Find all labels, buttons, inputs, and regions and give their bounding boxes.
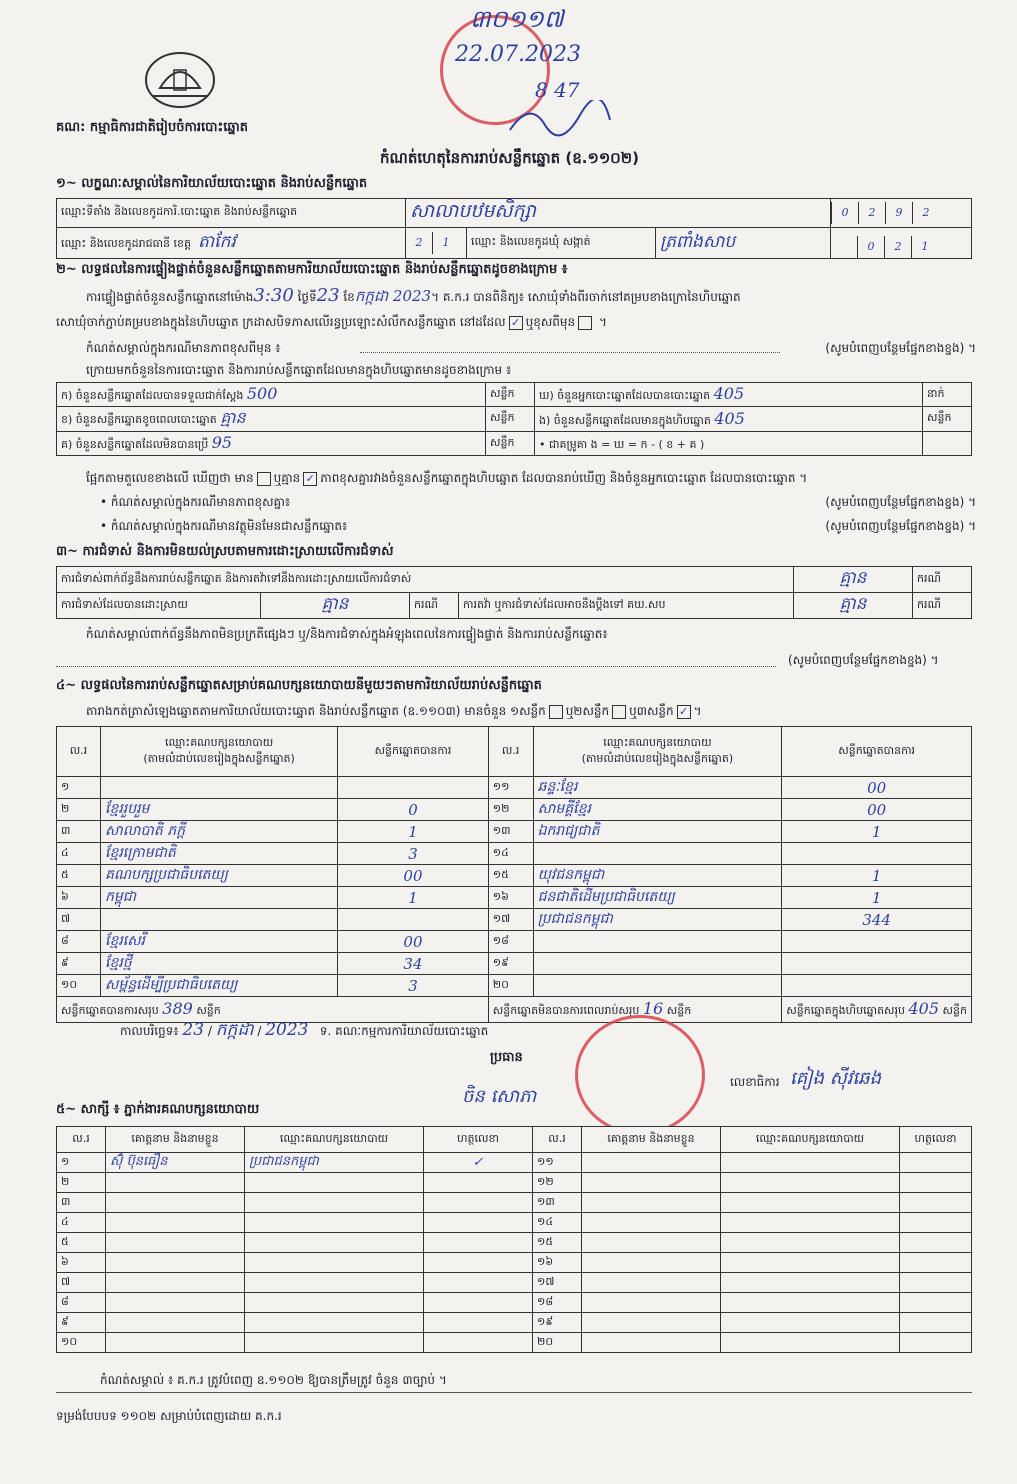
appeal-value: គ្មាន xyxy=(794,593,913,619)
witness-no-right: ១៤ xyxy=(533,1213,582,1233)
party-no: ១ xyxy=(57,777,101,799)
party-no-right: ១៥ xyxy=(488,865,533,887)
location-label: ឈ្មោះទីតាំង និងលេខកូដការិ.បោះឆ្នោត និងរាប់សន្លឹកឆ្នោត xyxy=(57,199,406,228)
party-no: ៤ xyxy=(57,843,101,865)
party-no: ១០ xyxy=(57,975,101,997)
signature-date-line: កាលបរិច្ឆេទ៖ 23 / កក្កដា / 2023 ទ. គណៈកម្មការការិយាល័យបោះឆ្នោត xyxy=(120,1020,489,1040)
chair-label: ប្រធាន xyxy=(490,1050,523,1065)
count-left: គ) ចំនួនសន្លឹកឆ្នោតដែលមិនបានប្រើ 95 xyxy=(57,432,486,456)
witness-party xyxy=(245,1313,424,1333)
party-name-right xyxy=(533,843,782,865)
party-name xyxy=(101,909,338,931)
witness-party-right xyxy=(721,1273,900,1293)
witness-no: ៥ xyxy=(57,1233,106,1253)
party-no: ៧ xyxy=(57,909,101,931)
stamp-time: 8 47 xyxy=(535,78,580,102)
w-col-no: ល.រ xyxy=(57,1127,106,1153)
stamp-signature xyxy=(505,100,615,144)
bullet-difference: • កំណត់សម្គាល់ក្នុងករណីមានភាពខុសគ្នា៖ (សូមបំពេញបន្ថែមផ្នែកខាងខ្នង) ។ xyxy=(100,495,976,509)
witness-name-right xyxy=(582,1333,721,1353)
verification-line2: សោឃុំចាក់ភ្ជាប់គម្របខាងក្នុងនៃហិបឆ្នោត ក្រដាសបិទភាសលើរន្ធប្រឡោះសំលឹកសន្លឹកឆ្នោត នៅដដែល ✓ ឬខុសពីមុន ។ xyxy=(56,315,607,329)
ballot-count-row xyxy=(57,432,972,456)
count-left-unit: សន្លឹក xyxy=(486,432,535,456)
party-votes-right: 1 xyxy=(782,821,972,843)
party-no-right: ១២ xyxy=(488,799,533,821)
party-votes: 1 xyxy=(338,887,489,909)
document-title: កំណត់ហេតុនៃការរាប់សន្លឹកឆ្នោត (ឧ.១១០២) xyxy=(380,149,640,167)
party-row xyxy=(57,821,972,843)
witness-row xyxy=(57,1293,972,1313)
party-no-right: ១៦ xyxy=(488,887,533,909)
party-no-right: ១៨ xyxy=(488,931,533,953)
witness-no-right: ១១ xyxy=(533,1153,582,1173)
party-votes-right: 1 xyxy=(782,887,972,909)
witness-no-right: ១៣ xyxy=(533,1193,582,1213)
count-right-unit xyxy=(923,432,972,456)
party-name xyxy=(101,777,338,799)
party-votes: 0 xyxy=(338,799,489,821)
witness-row xyxy=(57,1333,972,1353)
count-right: ង) ចំនួនសន្លឹកឆ្នោតដែលមានក្នុងហិបឆ្នោត 405 xyxy=(535,407,923,432)
form-footer: ទម្រង់បែបបទ ១១០២ សម្រាប់បំពេញដោយ គ.ក.រ xyxy=(56,1409,282,1423)
witness-party-right xyxy=(721,1333,900,1353)
witness-row xyxy=(57,1193,972,1213)
witness-no-right: ១៨ xyxy=(533,1293,582,1313)
party-row xyxy=(57,931,972,953)
party-votes: 34 xyxy=(338,953,489,975)
witness-signature-right xyxy=(900,1193,972,1213)
witness-no: ១ xyxy=(57,1153,106,1173)
witness-party xyxy=(245,1293,424,1313)
same-checkbox[interactable]: ✓ xyxy=(509,316,523,330)
party-name: ខ្មែរសេរី xyxy=(101,931,338,953)
party-name-right: ឯករាជ្យជាតិ xyxy=(533,821,782,843)
witness-signature: ✓ xyxy=(424,1153,533,1173)
party-no: ៣ xyxy=(57,821,101,843)
w-col-sign-right: ហត្ថលេខា xyxy=(900,1127,972,1153)
count-right: • ជាគម្រូគា ង = ឃ = ក - ( ខ + គ ) xyxy=(535,432,923,456)
section2-heading: ២~ លទ្ធផលនៃការផ្ទៀងផ្ទាត់ចំនួនសន្លឹកឆ្នោតតាមការិយាល័យបោះឆ្នោត និងរាប់សន្លឹកឆ្នោតដូចខាងក្រោម ៖ xyxy=(56,262,568,277)
witness-name-right xyxy=(582,1233,721,1253)
witness-signature-right xyxy=(900,1333,972,1353)
party-votes: 00 xyxy=(338,865,489,887)
party-no-right: ១៤ xyxy=(488,843,533,865)
commune-value: ត្រពាំងសាប xyxy=(656,228,831,259)
section1-heading: ១~ លក្ខណៈសម្គាល់នៃការិយាល័យបោះឆ្នោត និងរាប់សន្លឹកឆ្នោត xyxy=(56,176,368,191)
three-sheet-checkbox[interactable]: ✓ xyxy=(677,705,691,719)
witness-no: ៣ xyxy=(57,1193,106,1213)
section4-heading: ៤~ លទ្ធផលនៃការរាប់សន្លឹកឆ្នោតសម្រាប់គណបក្សនយោបាយនីមួយៗតាមការិយាល័យរាប់សន្លឹកឆ្នោត xyxy=(56,678,542,693)
party-votes-right xyxy=(782,843,972,865)
witness-name xyxy=(106,1213,245,1233)
party-row xyxy=(57,975,972,997)
party-votes: 00 xyxy=(338,931,489,953)
different-checkbox[interactable] xyxy=(578,316,592,330)
col-votes: សន្លឹកឆ្នោតបានការ xyxy=(338,727,489,777)
party-name: សម្ព័ន្ធដើម្បីប្រជាធិបតេយ្យ xyxy=(101,975,338,997)
witness-party xyxy=(245,1213,424,1233)
witness-party-right xyxy=(721,1213,900,1233)
witness-signature-right xyxy=(900,1313,972,1333)
witness-signature xyxy=(424,1253,533,1273)
w-col-name-right: គោត្តនាម និងនាមខ្លួន xyxy=(582,1127,721,1153)
party-row xyxy=(57,865,972,887)
witness-no-right: ១២ xyxy=(533,1173,582,1193)
witness-no-right: ១៩ xyxy=(533,1313,582,1333)
party-votes: 3 xyxy=(338,975,489,997)
witness-name xyxy=(106,1273,245,1293)
witness-name xyxy=(106,1193,245,1213)
witness-name-right xyxy=(582,1173,721,1193)
office-stamp-bottom xyxy=(575,1015,705,1135)
witness-signature xyxy=(424,1333,533,1353)
witness-signature xyxy=(424,1313,533,1333)
one-sheet-checkbox[interactable] xyxy=(549,705,563,719)
witness-name-right xyxy=(582,1213,721,1233)
w-col-sign: ហត្ថលេខា xyxy=(424,1127,533,1153)
count-left-unit: សន្លឹក xyxy=(486,383,535,407)
objection-table xyxy=(56,566,972,619)
witness-name-right xyxy=(582,1253,721,1273)
party-name-right: ជនជាតិដើមប្រជាធិបតេយ្យ xyxy=(533,887,782,909)
no-difference-checkbox[interactable]: ✓ xyxy=(303,472,317,486)
party-votes-right: 344 xyxy=(782,909,972,931)
party-row xyxy=(57,909,972,931)
party-row xyxy=(57,887,972,909)
witness-row xyxy=(57,1173,972,1193)
bullet-foreign-object: • កំណត់សម្គាល់ក្នុងករណីមានវត្ថុមិនមែនជាសន្លឹកឆ្នោត៖ (សូមបំពេញបន្ថែមផ្នែកខាងខ្នង) ។ xyxy=(100,519,976,533)
party-name: កម្ពុជា xyxy=(101,887,338,909)
party-votes-right: 00 xyxy=(782,777,972,799)
col-party-right: ឈ្មោះគណបក្សនយោបាយ (តាមលំដាប់លេខរៀងក្នុងសន្លឹកឆ្នោត) xyxy=(533,727,782,777)
witness-signature-right xyxy=(900,1253,972,1273)
party-no: ៦ xyxy=(57,887,101,909)
witness-signature xyxy=(424,1273,533,1293)
count-right-unit: នាក់ xyxy=(923,383,972,407)
witness-row xyxy=(57,1153,972,1173)
witness-party-right xyxy=(721,1233,900,1253)
w-col-party: ឈ្មោះគណបក្សនយោបាយ xyxy=(245,1127,424,1153)
party-name-right: សាមគ្គីខ្មែរ xyxy=(533,799,782,821)
witness-party xyxy=(245,1253,424,1273)
chair-signature: ចិន សោភា xyxy=(462,1086,537,1107)
org-name: គណ: កម្មាធិការជាតិរៀបចំការបោះឆ្នោត xyxy=(56,120,248,135)
witness-party-right xyxy=(721,1173,900,1193)
appeal-label: ការតវ៉ា ឬការជំទាស់ដែលអាចនឹងប្ដឹងទៅ គឃ.សប xyxy=(459,593,794,619)
objection-label: ការជំទាស់ពាក់ព័ន្ធនឹងការរាប់សន្លឹកឆ្នោត និងការតវ៉ាទៅនឹងការដោះស្រាយលើការជំទាស់ xyxy=(57,567,794,593)
witness-no: ៤ xyxy=(57,1213,106,1233)
witness-name-right xyxy=(582,1153,721,1173)
witness-signature-right xyxy=(900,1233,972,1253)
witness-row xyxy=(57,1233,972,1253)
party-no: ២ xyxy=(57,799,101,821)
witness-signature-right xyxy=(900,1293,972,1313)
witness-party-right xyxy=(721,1313,900,1333)
irregularity-note-suffix: (សូមបំពេញបន្ថែមផ្នែកខាងខ្នង) ។ xyxy=(788,653,939,667)
witness-row xyxy=(57,1313,972,1333)
ballot-count-table xyxy=(56,382,972,456)
resolved-label: ការជំទាស់ដែលបានដោះស្រាយ xyxy=(57,593,261,619)
location-code: 0 2 9 2 xyxy=(831,199,972,228)
compare-line: ផ្អែកតាមតួលេខខាងលើ ឃើញថា មាន ឬគ្មាន ✓ ភាពខុសគ្នារវាងចំនួនសន្លឹកឆ្នោតក្នុងហិបឆ្នោត ដែលបានរាប់ឃើញ និងចំនួនអ្នកបោះឆ្នោត ដែលបានបោះឆ្នោត ។ xyxy=(86,471,808,485)
irregularity-note: កំណត់សម្គាល់ពាក់ព័ន្ធនឹងភាពមិនប្រក្រតីផ្សេងៗ ឬ/និងការជំទាស់ក្នុងអំឡុងពេលនៃការផ្ទៀងផ្ទាត់ និងការរាប់សន្លឹកឆ្នោត៖ xyxy=(86,627,608,641)
witness-signature-right xyxy=(900,1153,972,1173)
tally-sheet-line: តារាងកត់ត្រាសំឡេងឆ្នោតតាមការិយាល័យបោះឆ្នោត និងរាប់សន្លឹកឆ្នោត (ឧ.១១០៣) មានចំនួន ១សន្លឹក ឬ២សន្លឹក ឬ៣សន្លឹក ✓ ។ xyxy=(86,704,702,718)
witness-signature xyxy=(424,1233,533,1253)
party-no-right: ១៧ xyxy=(488,909,533,931)
witness-party xyxy=(245,1193,424,1213)
witness-row xyxy=(57,1213,972,1233)
party-row xyxy=(57,777,972,799)
list-intro: ក្រោយមកចំនួននៃការបោះឆ្នោត និងការរាប់សន្លឹកឆ្នោតដែលមានក្នុងហិបឆ្នោតមានដូចខាងក្រោម ៖ xyxy=(86,363,512,377)
party-name-right: ឆន្ទៈខ្មែរ xyxy=(533,777,782,799)
witness-no: ១០ xyxy=(57,1333,106,1353)
party-no: ៩ xyxy=(57,953,101,975)
total-in-box: សន្លឹកឆ្នោតក្នុងហិបឆ្នោតសរុប 405 សន្លឹក xyxy=(782,997,972,1023)
party-name-right xyxy=(533,975,782,997)
stamp-date: 22.07.2023 xyxy=(455,42,581,67)
witness-party-right xyxy=(721,1193,900,1213)
witness-signature-right xyxy=(900,1273,972,1293)
section1-table xyxy=(56,198,972,259)
difference-note: កំណត់សម្គាល់ក្នុងករណីមានភាពខុសពីមុន ៖ (សូមបំពេញបន្ថែមផ្នែកខាងខ្នង) ។ xyxy=(86,341,976,355)
witness-party xyxy=(245,1273,424,1293)
commune-code: 0 2 1 xyxy=(831,228,972,259)
party-name-right xyxy=(533,931,782,953)
party-name-right xyxy=(533,953,782,975)
witness-row xyxy=(57,1253,972,1273)
party-name: សាលាបាតិ ភក្ដី xyxy=(101,821,338,843)
secretary-signature: គៀង ស៊ីវឆេង xyxy=(790,1068,882,1089)
stamp-top-number: ៣០១១៧ xyxy=(470,5,564,33)
party-votes-right xyxy=(782,953,972,975)
party-no: ៥ xyxy=(57,865,101,887)
count-left: ខ) ចំនួនសន្លឹកឆ្នោតខូចពេលបោះឆ្នោត គ្មាន xyxy=(57,407,486,432)
party-votes-right: 00 xyxy=(782,799,972,821)
province-code: 2 1 xyxy=(406,228,467,259)
resolved-unit: ករណី xyxy=(410,593,459,619)
witness-table xyxy=(56,1126,972,1353)
witness-no-right: ១៧ xyxy=(533,1273,582,1293)
count-right: ឃ) ចំនួនអ្នកបោះឆ្នោតដែលបានបោះឆ្នោត 405 xyxy=(535,383,923,407)
province-label: ឈ្មោះ និងលេខកូដរាជធានី ខេត្ត តាកែវ xyxy=(57,228,406,259)
section5-heading: ៥~ សាក្សី ៖ ភ្នាក់ងារគណបក្សនយោបាយ xyxy=(56,1102,260,1117)
party-no-right: ១១ xyxy=(488,777,533,799)
party-votes-right xyxy=(782,975,972,997)
ballot-count-row xyxy=(57,407,972,432)
witness-no-right: ២០ xyxy=(533,1333,582,1353)
witness-signature xyxy=(424,1173,533,1193)
w-col-no-right: ល.រ xyxy=(533,1127,582,1153)
witness-no: ៧ xyxy=(57,1273,106,1293)
witness-party-right xyxy=(721,1293,900,1313)
col-party: ឈ្មោះគណបក្សនយោបាយ (តាមលំដាប់លេខរៀងក្នុងសន្លឹកឆ្នោត) xyxy=(101,727,338,777)
witness-signature-right xyxy=(900,1213,972,1233)
col-votes-right: សន្លឹកឆ្នោតបានការ xyxy=(782,727,972,777)
witness-name xyxy=(106,1333,245,1353)
witness-name xyxy=(106,1233,245,1253)
appeal-unit: ករណី xyxy=(913,593,972,619)
witness-party: ប្រជាជនកម្ពុជា xyxy=(245,1153,424,1173)
witness-name xyxy=(106,1253,245,1273)
party-votes-right xyxy=(782,931,972,953)
party-no: ៨ xyxy=(57,931,101,953)
party-name: គណបក្សប្រជាធិបតេយ្យ xyxy=(101,865,338,887)
party-name-right: យុវជនកម្ពុជា xyxy=(533,865,782,887)
objection-unit: ករណី xyxy=(913,567,972,593)
witness-no: ៦ xyxy=(57,1253,106,1273)
party-votes xyxy=(338,777,489,799)
witness-name-right xyxy=(582,1273,721,1293)
witness-row xyxy=(57,1273,972,1293)
resolved-value: គ្មាន xyxy=(261,593,410,619)
nec-logo xyxy=(140,48,220,110)
party-votes: 3 xyxy=(338,843,489,865)
witness-party xyxy=(245,1173,424,1193)
witness-no: ៩ xyxy=(57,1313,106,1333)
objection-value: គ្មាន xyxy=(794,567,913,593)
witness-name xyxy=(106,1313,245,1333)
party-no-right: ១៩ xyxy=(488,953,533,975)
verification-line1: ការផ្ទៀងផ្ទាត់ចំនួនសន្លឹកឆ្នោតនៅម៉ោង3:30 ថ្ងៃទី23 ខែកក្កដា 2023។ គ.ក.រ បានពិនិត្យ៖ សោឃុំទាំងពីរចាក់នៅគម្របខាងក្រោនៃហិបឆ្នោត xyxy=(86,285,741,306)
party-no-right: ២០ xyxy=(488,975,533,997)
location-value: សាលាបឋមសិក្សា xyxy=(406,199,831,228)
party-votes-right: 1 xyxy=(782,865,972,887)
col-no: ល.រ xyxy=(57,727,101,777)
party-name: ខ្មែរថ្មី xyxy=(101,953,338,975)
secretary-label: លេខាធិការ xyxy=(730,1075,780,1089)
has-difference-checkbox[interactable] xyxy=(257,472,271,486)
total-invalid: សន្លឹកឆ្នោតមិនបានការពេលរាប់សរុប 16 សន្លឹក xyxy=(488,997,782,1023)
party-results-table xyxy=(56,726,972,1023)
count-left-unit: សន្លឹក xyxy=(486,407,535,432)
witness-name-right xyxy=(582,1313,721,1333)
witness-signature xyxy=(424,1193,533,1213)
col-no-right: ល.រ xyxy=(488,727,533,777)
party-name: ខ្មែរក្រោមជាតិ xyxy=(101,843,338,865)
witness-no: ២ xyxy=(57,1173,106,1193)
witness-name xyxy=(106,1173,245,1193)
witness-name-right xyxy=(582,1193,721,1213)
total-valid: សន្លឹកឆ្នោតបានការសរុប 389 សន្លឹក xyxy=(57,997,489,1023)
section3-heading: ៣~ ការជំទាស់ និងការមិនយល់ស្របតាមការដោះស្រាយលើការជំទាស់ xyxy=(56,544,394,559)
count-left: ក) ចំនួនសន្លឹកឆ្នោតដែលបានទទួលជាក់ស្ដែង 500 xyxy=(57,383,486,407)
witness-no: ៨ xyxy=(57,1293,106,1313)
party-name-right: ប្រជាជនកម្ពុជា xyxy=(533,909,782,931)
party-row xyxy=(57,799,972,821)
witness-name xyxy=(106,1293,245,1313)
two-sheet-checkbox[interactable] xyxy=(612,705,626,719)
witness-signature xyxy=(424,1213,533,1233)
party-row xyxy=(57,843,972,865)
witness-no-right: ១៦ xyxy=(533,1253,582,1273)
witness-no-right: ១៥ xyxy=(533,1233,582,1253)
witness-party xyxy=(245,1233,424,1253)
witness-party xyxy=(245,1333,424,1353)
w-col-party-right: ឈ្មោះគណបក្សនយោបាយ xyxy=(721,1127,900,1153)
witness-signature xyxy=(424,1293,533,1313)
footnote: កំណត់សម្គាល់ ៖ គ.ក.រ ត្រូវបំពេញ ឧ.១១០២ ឱ្យបានត្រឹមត្រូវ ចំនួន ៣ច្បាប់ ។ xyxy=(100,1373,447,1387)
ballot-count-row xyxy=(57,383,972,407)
count-right-unit: សន្លឹក xyxy=(923,407,972,432)
party-votes xyxy=(338,909,489,931)
party-no-right: ១៣ xyxy=(488,821,533,843)
commune-label: ឈ្មោះ និងលេខកូដឃុំ សង្កាត់ xyxy=(467,228,656,259)
witness-party-right xyxy=(721,1253,900,1273)
party-name: ខ្មែររួបរួម xyxy=(101,799,338,821)
witness-name: ស៊ុំ ប៊ុនធឿន xyxy=(106,1153,245,1173)
w-col-name: គោត្តនាម និងនាមខ្លួន xyxy=(106,1127,245,1153)
party-row xyxy=(57,953,972,975)
witness-signature-right xyxy=(900,1173,972,1193)
witness-party-right xyxy=(721,1153,900,1173)
party-votes: 1 xyxy=(338,821,489,843)
witness-name-right xyxy=(582,1293,721,1313)
